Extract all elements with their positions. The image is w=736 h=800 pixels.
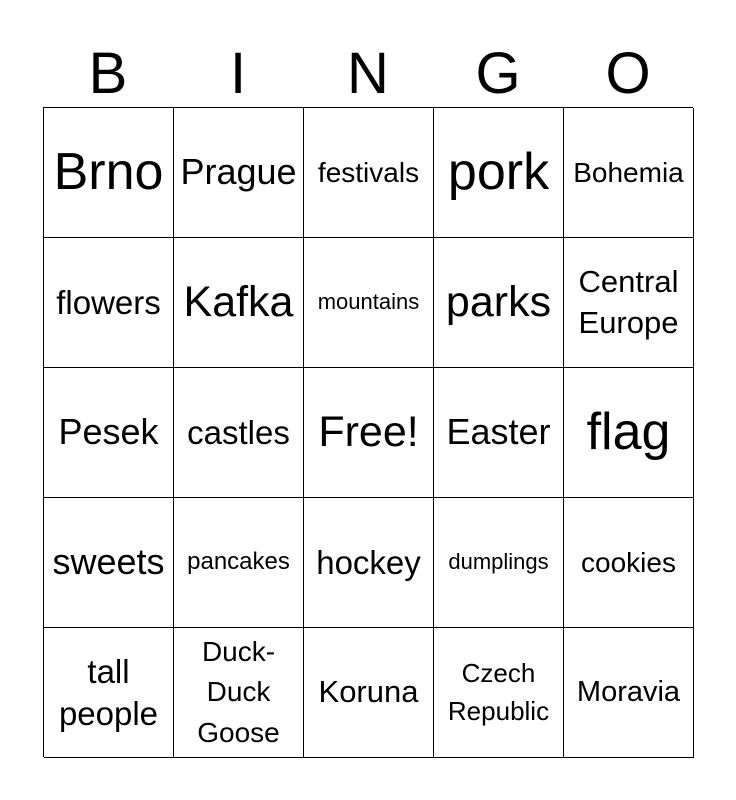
cell-label: sweets [52, 541, 165, 583]
cell-label: Kafka [183, 278, 294, 327]
cell-label: parks [445, 278, 552, 327]
header-letter-i: I [229, 41, 247, 106]
bingo-cell-r2-c2[interactable] [174, 238, 304, 368]
cell-label: dumplings [448, 549, 549, 575]
cell-label: festivals [317, 156, 420, 188]
bingo-header [43, 40, 693, 108]
bingo-cell-r5-c5[interactable] [564, 628, 694, 758]
bingo-cell-r3-c2[interactable] [174, 368, 304, 498]
cell-label: Duck-Duck Goose [197, 635, 280, 748]
bingo-cell-r4-c4[interactable] [434, 498, 564, 628]
bingo-cell-r2-c4[interactable] [434, 238, 564, 368]
bingo-cell-r3-c3[interactable] [304, 368, 434, 498]
cell-label: tall people [58, 653, 159, 732]
bingo-cell-r4-c5[interactable] [564, 498, 694, 628]
cell-label: flag [586, 403, 671, 462]
bingo-cell-r1-c1[interactable] [44, 108, 174, 238]
bingo-cell-r3-c5[interactable] [564, 368, 694, 498]
cell-label: Moravia [576, 676, 681, 709]
bingo-cell-r1-c5[interactable] [564, 108, 694, 238]
cell-label: Czech Republic [447, 657, 550, 726]
cell-label: Pesek [58, 411, 159, 453]
cell-label: Bohemia [573, 156, 684, 188]
cell-label: pork [447, 143, 550, 202]
bingo-cell-r5-c2[interactable] [174, 628, 304, 758]
cell-label: Koruna [318, 674, 419, 710]
bingo-board [43, 107, 693, 757]
cell-label: Easter [446, 411, 551, 453]
cell-label: hockey [316, 543, 421, 581]
bingo-cell-r4-c1[interactable] [44, 498, 174, 628]
cell-label: flowers [56, 283, 161, 321]
cell-label: mountains [317, 289, 420, 315]
cell-label: castles [187, 413, 290, 451]
cell-label: cookies [581, 546, 676, 578]
bingo-cell-r3-c4[interactable] [434, 368, 564, 498]
bingo-cell-r1-c2[interactable] [174, 108, 304, 238]
bingo-cell-r4-c3[interactable] [304, 498, 434, 628]
cell-label: Free! [318, 408, 419, 457]
bingo-cell-r2-c3[interactable] [304, 238, 434, 368]
header-letter-n: N [347, 41, 389, 106]
cell-label: Central Europe [578, 264, 679, 340]
bingo-cell-r5-c3[interactable] [304, 628, 434, 758]
bingo-cell-r2-c1[interactable] [44, 238, 174, 368]
cell-label: Prague [180, 151, 297, 193]
bingo-cell-r1-c4[interactable] [434, 108, 564, 238]
cell-label: pancakes [187, 548, 290, 576]
header-letter-o: O [605, 41, 651, 106]
bingo-cell-r3-c1[interactable] [44, 368, 174, 498]
bingo-cell-r2-c5[interactable] [564, 238, 694, 368]
cell-label: Brno [53, 143, 164, 202]
bingo-cell-r5-c4[interactable] [434, 628, 564, 758]
bingo-cell-r1-c3[interactable] [304, 108, 434, 238]
bingo-cell-r4-c2[interactable] [174, 498, 304, 628]
header-letter-g: G [475, 41, 521, 106]
header-letter-b: B [88, 41, 128, 106]
bingo-cell-r5-c1[interactable] [44, 628, 174, 758]
